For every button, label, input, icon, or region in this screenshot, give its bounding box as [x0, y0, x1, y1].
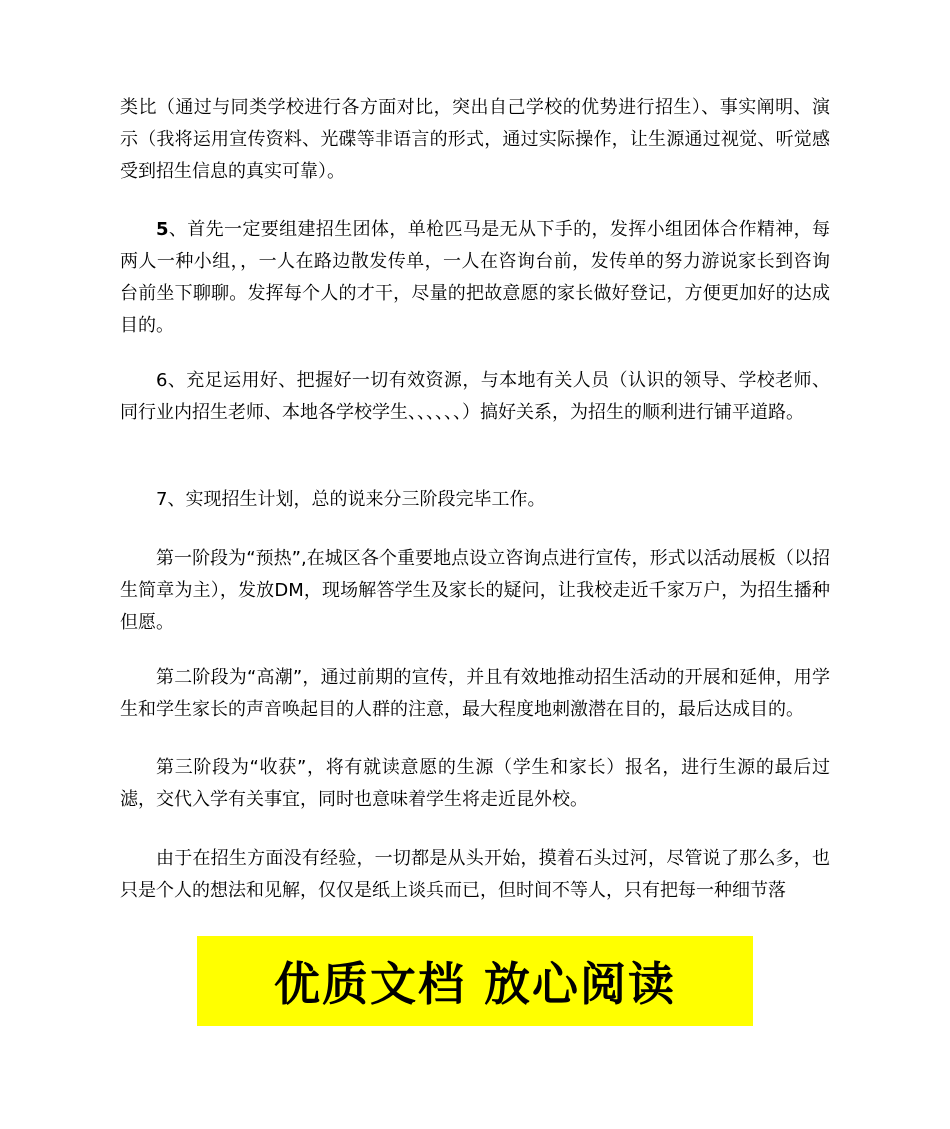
paragraph-item-5: [120, 214, 830, 342]
paragraph-closing: 由于在招生方面没有经验，一切都是从头开始，摸着石头过河，尽管说了那么多，也只是个人的想法和见解，仅仅是纸上谈兵而已，但时间不等人，只有把每一种细节落: [120, 848, 830, 901]
paragraph-continuation: 类比（通过与同类学校进行各方面对比，突出自己学校的优势进行招生）、事实阐明、演示（我将运用宣传资料、光碟等非语言的形式，通过实际操作，让生源通过视觉、听觉感受到招生信息的真实可靠）。: [120, 97, 830, 182]
paragraph-item-6: 6、充足运用好、把握好一切有效资源，与本地有关人员（认识的领导、学校老师、同行业内招生老师、本地各学校学生、、、、、、）搞好关系，为招生的顺利进行铺平道路。: [120, 370, 830, 423]
paragraph-stage-3: 第三阶段为“收获”，将有就读意愿的生源（学生和家长）报名，进行生源的最后过滤，交代入学有关事宜，同时也意味着学生将走近昆外校。: [120, 757, 830, 810]
promo-banner: [197, 936, 753, 1026]
paragraph-item-7: 7、实现招生计划，总的说来分三阶段完毕工作。: [156, 489, 546, 510]
promo-banner-text: 优质文档 放心阅读: [273, 957, 676, 1011]
paragraph-stage-1: 第一阶段为“预热”,在城区各个重要地点设立咨询点进行宣传，形式以活动展板（以招生简章为主），发放DM，现场解答学生及家长的疑问，让我校走近千家万户，为招生播种但愿。: [120, 548, 830, 633]
paragraph-item-5-text: 、首先一定要组建招生团体，单枪匹马是无从下手的，发挥小组团体合作精神，每两人一种小组，，一人在路边散发传单，一人在咨询台前，发传单的努力游说家长到咨询台前坐下聊聊。发挥每个人的才干，尽量的把故意愿的家长做好登记，方便更加好的达成目的。: [120, 219, 830, 336]
paragraph-stage-2: 第二阶段为“高潮”，通过前期的宣传，并且有效地推动招生活动的开展和延伸，用学生和学生家长的声音唤起目的人群的注意，最大程度地刺激潜在目的，最后达成目的。: [120, 667, 830, 720]
item-number-5: 5: [156, 219, 169, 240]
